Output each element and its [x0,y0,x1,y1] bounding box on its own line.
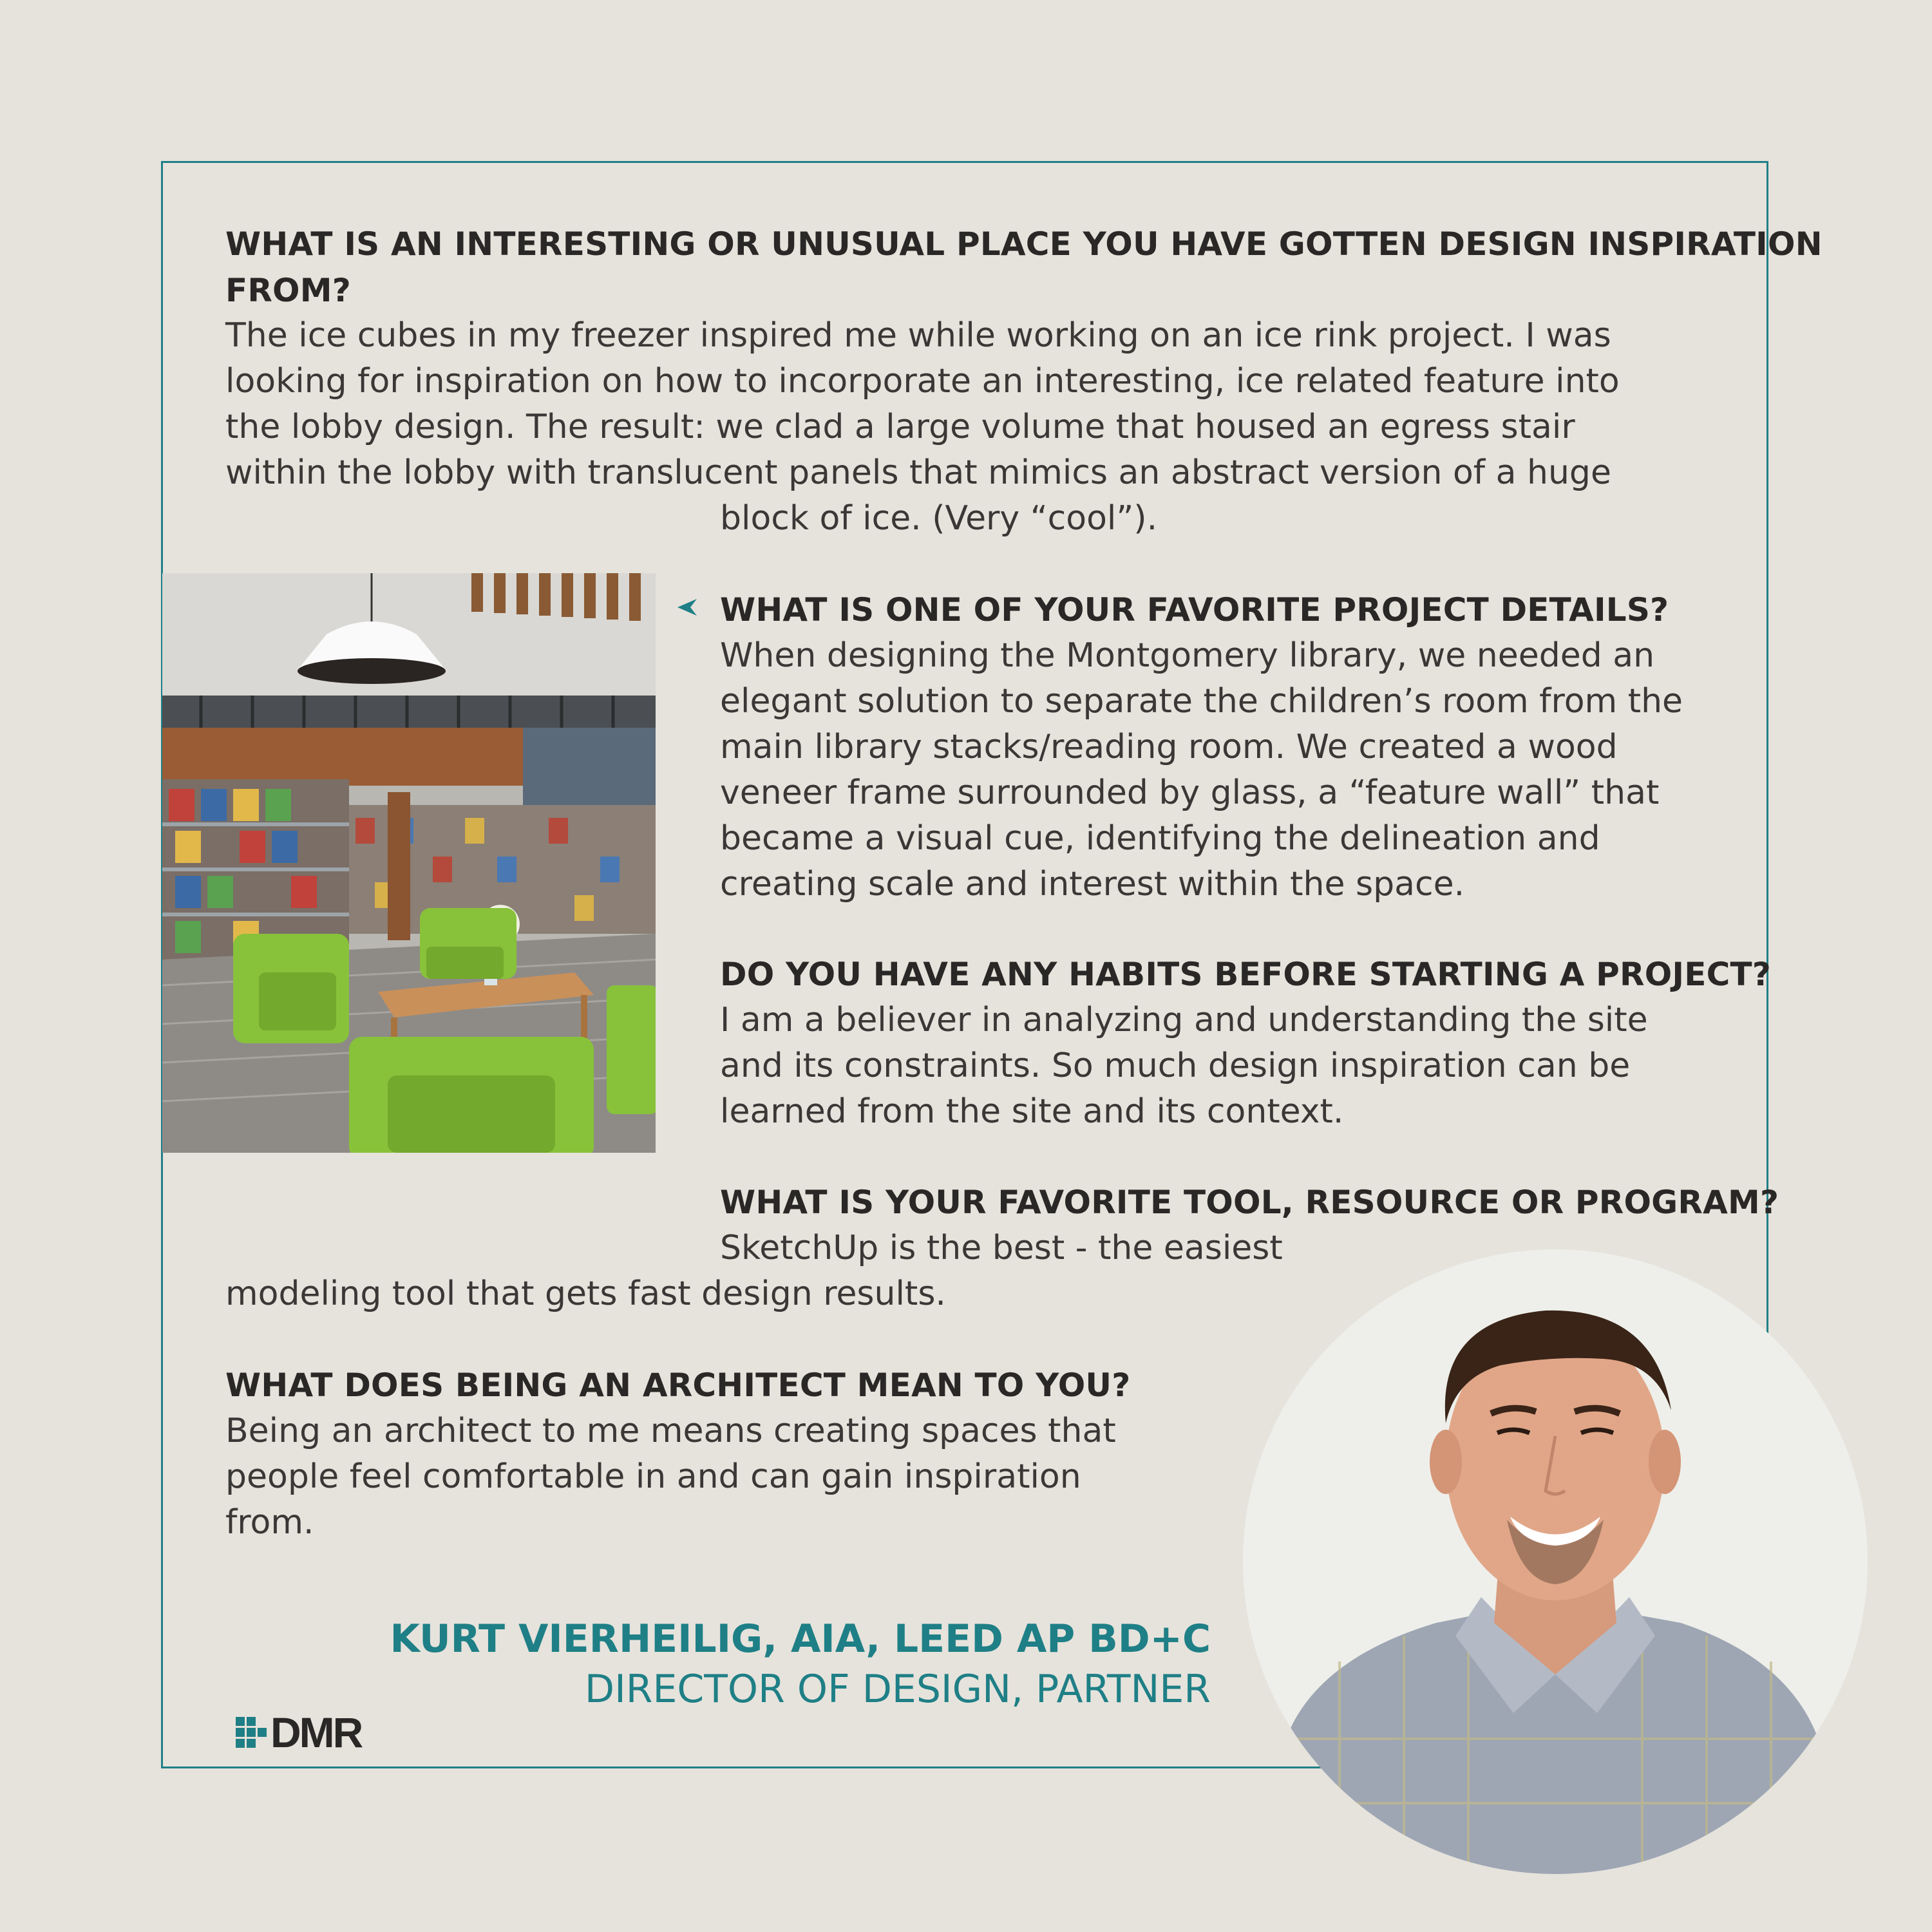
person-name: KURT VIERHEILIG, AIA, LEED AP BD+C [390,1616,1211,1662]
answer-line: the lobby design. The result: we clad a large volume that housed an egress stair [225,408,1575,446]
answer-line: creating scale and interest within the space. [720,865,1465,904]
answer-line: from. [225,1503,314,1542]
answer-line: main library stacks/reading room. We created a wood [720,728,1618,766]
answer-favorite-tool [225,1226,1283,1317]
question-habits [720,951,1771,998]
question-line: DO YOU HAVE ANY HABITS BEFORE STARTING A PROJECT? [720,956,1771,993]
question-line: WHAT IS AN INTERESTING OR UNUSUAL PLACE YOU HAVE GOTTEN DESIGN INSPIRATION [225,225,1823,263]
answer-habits [720,998,1648,1135]
answer-line: within the lobby with translucent panels that mimics an abstract version of a huge [225,453,1611,492]
question-favorite-tool [720,1179,1779,1226]
question-inspiration-place [225,221,1823,314]
answer-line: learned from the site and its context. [720,1092,1344,1131]
answer-line: modeling tool that gets fast design results. [225,1274,946,1313]
answer-line: elegant solution to separate the children’s room from the [720,682,1683,721]
question-architect-meaning [225,1362,1130,1408]
question-line: FROM? [225,272,351,309]
answer-line: SketchUp is the best - the easiest [720,1229,1283,1267]
dmr-logo-text: DMR [270,1709,362,1756]
answer-line: looking for inspiration on how to incorporate an interesting, ice related feature into [225,362,1620,401]
question-line: WHAT IS YOUR FAVORITE TOOL, RESOURCE OR PROGRAM? [720,1184,1779,1221]
answer-favorite-detail [720,633,1683,907]
question-line: WHAT IS ONE OF YOUR FAVORITE PROJECT DETAILS? [720,591,1669,629]
answer-line: people feel comfortable in and can gain inspiration [225,1457,1081,1496]
question-favorite-detail [720,587,1669,633]
answer-line: Being an architect to me means creating spaces that [225,1412,1116,1450]
dmr-logo-mark-icon [236,1717,267,1748]
library-photo-illustration [162,573,656,1153]
answer-line: became a visual cue, identifying the delineation and [720,819,1600,858]
question-line: WHAT DOES BEING AN ARCHITECT MEAN TO YOU? [225,1367,1131,1404]
pointer-arrow-icon [676,598,698,617]
portrait-illustration [1243,1249,1868,1874]
person-title: DIRECTOR OF DESIGN, PARTNER [584,1667,1211,1712]
answer-inspiration-place [225,313,1620,542]
answer-line: The ice cubes in my freezer inspired me while working on an ice rink project. I was [225,316,1611,355]
answer-line: block of ice. (Very “cool”). [720,499,1158,538]
library-interior-photo [162,573,656,1153]
answer-line: and its constraints. So much design inspiration can be [720,1046,1631,1085]
answer-line: I am a believer in analyzing and understanding the site [720,1001,1648,1039]
answer-architect-meaning [225,1408,1116,1546]
dmr-logo [236,1708,361,1757]
answer-line: When designing the Montgomery library, we needed an [720,636,1655,675]
portrait-photo [1243,1249,1868,1874]
answer-line: veneer frame surrounded by glass, a “feature wall” that [720,773,1660,812]
